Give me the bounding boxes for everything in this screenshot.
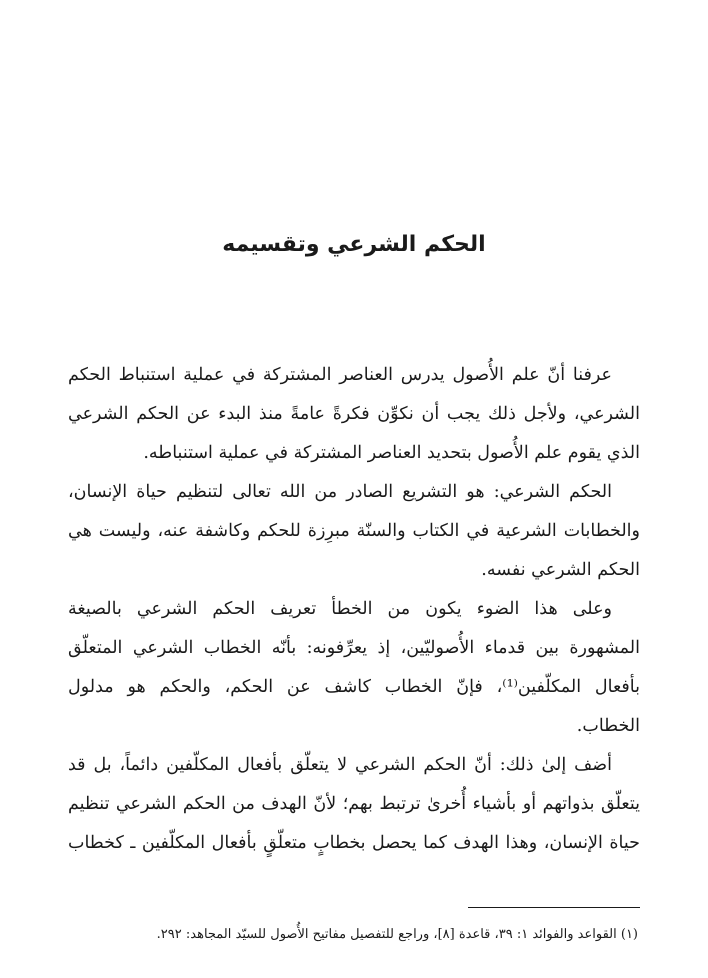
body-text bbox=[68, 356, 640, 863]
text-line-2: الشرعي، ولأجل ذلك يجب أن نكوِّن فكرةً عامةً منذ البدء عن الحكم الشرعي bbox=[68, 404, 640, 424]
text-line-3: الذي يقوم علم الأُصول بتحديد العناصر المشتركة في عملية استنباطه. bbox=[143, 443, 640, 463]
text-line-6: الحكم الشرعي نفسه. bbox=[481, 560, 640, 580]
footnote-divider bbox=[468, 907, 640, 908]
page-title: الحكم الشرعي وتقسيمه bbox=[222, 232, 486, 257]
footnote: (١) القواعد والفوائد ١: ٣٩، قاعدة [٨]، وراجع للتفصيل مفاتيح الأُصول للسيّد المجاهد: ٢٩٢. bbox=[156, 927, 638, 942]
text-line-5: والخطابات الشرعية في الكتاب والسنّة مبرِزة للحكم وكاشفة عنه، وليست هي bbox=[68, 521, 640, 541]
text-line-9: بأفعال المكلّفين⁽¹⁾، فإنّ الخطاب كاشف عن الحكم، والحكم هو مدلول bbox=[68, 677, 640, 697]
text-line-4: الحكم الشرعي: هو التشريع الصادر من الله تعالى لتنظيم حياة الإنسان، bbox=[68, 482, 612, 502]
text-line-13: حياة الإنسان، وهذا الهدف كما يحصل بخطابٍ متعلّقٍ بأفعال المكلّفين ـ كخطاب bbox=[68, 833, 640, 853]
text-line-11: أضف إلىٰ ذلك: أنّ الحكم الشرعي لا يتعلّق بأفعال المكلّفين دائماً، بل قد bbox=[68, 755, 612, 775]
text-line-8: المشهورة بين قدماء الأُصوليّين، إذ يعرِّفونه: بأنّه الخطاب الشرعي المتعلّق bbox=[68, 638, 640, 658]
text-line-7: وعلى هذا الضوء يكون من الخطأ تعريف الحكم الشرعي بالصيغة bbox=[68, 599, 612, 619]
text-line-12: يتعلّق بذواتهم أو بأشياء أُخرىٰ ترتبط بهم؛ لأنّ الهدف من الحكم الشرعي تنظيم bbox=[68, 794, 640, 814]
text-line-10: الخطاب. bbox=[576, 716, 640, 736]
text-line-1: عرفنا أنّ علم الأُصول يدرس العناصر المشتركة في عملية استنباط الحكم bbox=[68, 365, 612, 385]
